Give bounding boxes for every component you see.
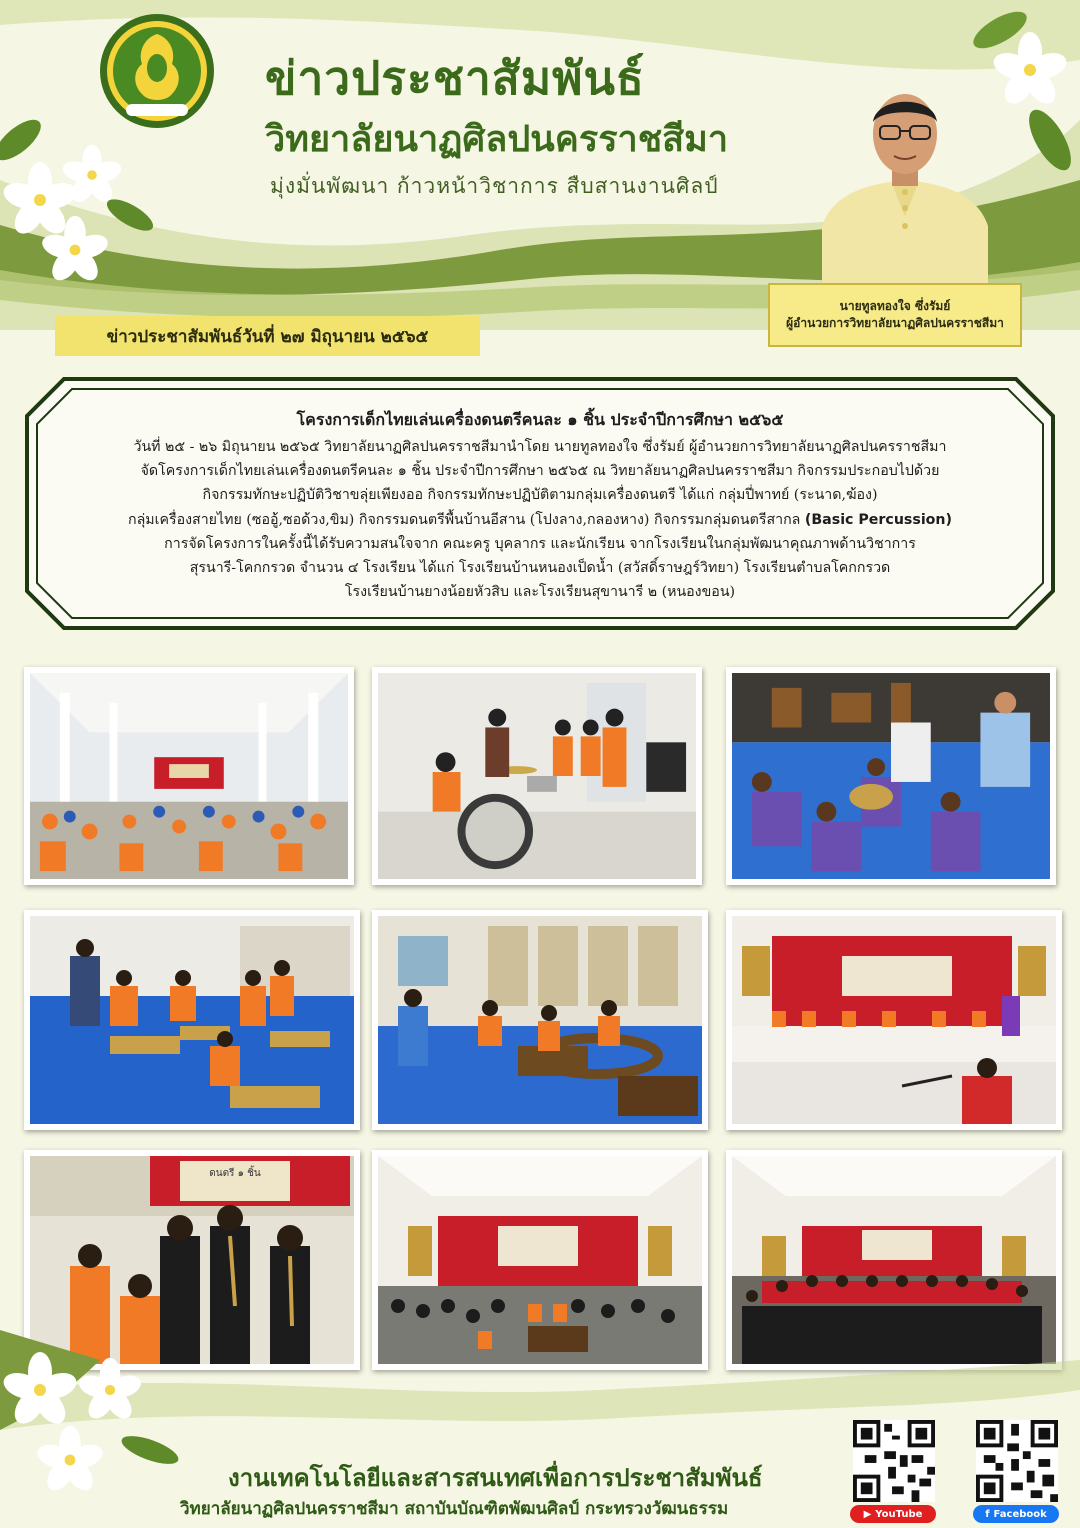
- college-logo: [98, 12, 216, 130]
- news-line-4: [60, 508, 1020, 532]
- photo-gong-circle: [372, 910, 708, 1130]
- photo-string-ensemble: [726, 667, 1056, 885]
- news-line-2: จัดโครงการเด็กไทยเล่นเครื่องดนตรีคนละ ๑ ชิ้น ประจำปีการศึกษา ๒๕๖๕ ณ วิทยาลัยนาฏศิลปนครราชสีมา กิจกรรมประกอบไปด้วย: [140, 463, 940, 480]
- youtube-label-text: YouTube: [875, 1508, 923, 1520]
- youtube-label[interactable]: [850, 1505, 936, 1523]
- director-name: นายทูลทองใจ ซึ่งรัมย์: [839, 299, 951, 313]
- footer-organization: วิทยาลัยนาฏศิลปนครราชสีมา สถาบันบัณฑิตพัฒนศิลป์ กระทรวงวัฒนธรรม: [180, 1499, 729, 1519]
- news-highlight: (Basic Percussion): [804, 511, 953, 528]
- footer-department: งานเทคโนโลยีและสารสนเทศเพื่อการประชาสัมพันธ์: [228, 1463, 763, 1492]
- photo-hall-assembly: [24, 667, 354, 885]
- news-body: [60, 407, 1020, 604]
- stage-banner-text: ดนตรี ๑ ชิ้น: [209, 1168, 261, 1179]
- college-motto: มุ่งมั่นพัฒนา ก้าวหน้าวิชาการ สืบสานงานศิลป์: [270, 174, 719, 198]
- college-name: วิทยาลัยนาฏศิลปนครราชสีมา: [265, 118, 729, 160]
- news-line-1: วันที่ ๒๕ - ๒๖ มิถุนายน ๒๕๖๕ วิทยาลัยนาฏศิลปนครราชสีมานำโดย นายทูลทองใจ ซึ่งรัมย์ ผู้อำนวยการวิทยาลัยนาฏศิลปนครราชสีมา: [133, 439, 947, 455]
- news-line-3: กิจกรรมทักษะปฏิบัติวิชาขลุ่ยเพียงออ กิจกรรมทักษะปฏิบัติตามกลุ่มเครื่องดนตรี ได้แก่ กลุ่มปี่พาทย์ (ระนาด,ฆ้อง): [202, 487, 878, 504]
- youtube-play-icon: ▶: [863, 1508, 872, 1520]
- facebook-icon: f: [985, 1508, 990, 1520]
- news-line-4-text: กลุ่มเครื่องสายไทย (ซออู้,ซอด้วง,ขิม) กิจกรรมดนตรีพื้นบ้านอีสาน (โปงลาง,กลองหาง) กิจกรรมกลุ่มดนตรีสากล: [127, 511, 805, 528]
- youtube-qr-code[interactable]: [853, 1420, 935, 1502]
- news-line-7: โรงเรียนบ้านยางน้อยหัวสิบ และโรงเรียนสุขานารี ๒ (หนองขอน): [344, 584, 736, 601]
- facebook-label-text: Facebook: [993, 1508, 1047, 1520]
- director-caption: [768, 283, 1022, 347]
- facebook-qr-code[interactable]: [976, 1420, 1058, 1502]
- news-title: โครงการเด็กไทยเล่นเครื่องดนตรีคนละ ๑ ชิ้น ประจำปีการศึกษา ๒๕๖๕: [296, 410, 784, 429]
- photo-xylophone-class: [24, 910, 360, 1130]
- news-line-5: การจัดโครงการในครั้งนี้ได้รับความสนใจจาก คณะครู บุคลากร และนักเรียน จากโรงเรียนในกลุ่มพัฒนาคุณภาพด้านวิชาการ: [164, 535, 916, 552]
- photo-stage-performance: [726, 910, 1062, 1130]
- news-line-6: สุรนารี-โคกกรวด จำนวน ๔ โรงเรียน ได้แก่ โรงเรียนบ้านหนองเป็ดน้ำ (สวัสดิ์ราษฎร์วิทยา) โรงเรียนตำบลโคกกรวด: [189, 560, 891, 577]
- page-title: ข่าวประชาสัมพันธ์: [265, 51, 646, 105]
- news-date-badge: ข่าวประชาสัมพันธ์วันที่ ๒๗ มิถุนายน ๒๕๖๕: [55, 316, 480, 356]
- photo-drum-kit: [372, 667, 702, 885]
- director-portrait: [822, 76, 988, 286]
- facebook-label[interactable]: [973, 1505, 1059, 1523]
- director-position: ผู้อำนวยการวิทยาลัยนาฏศิลปนครราชสีมา: [786, 316, 1004, 330]
